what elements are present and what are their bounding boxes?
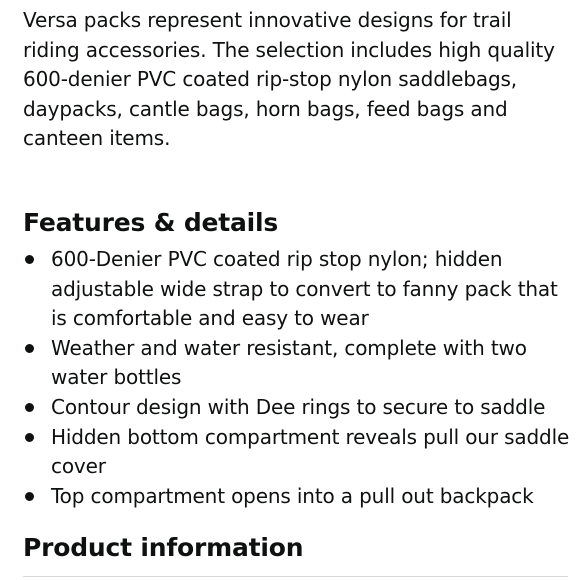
feature-text: Weather and water resistant, complete with two water bottles [51,335,527,390]
feature-text: Hidden bottom compartment reveals pull our saddle cover [51,424,570,479]
bullet-icon [25,344,34,353]
product-description: Versa packs represent innovative designs for trail riding accessories. The selection includes high quality 600-denier PVC coated rip-stop nylon saddlebags, daypacks, cantle bags, horn bags, feed bags and canteen items. [23,8,555,151]
product-information-heading: Product information [23,533,304,562]
features-list [23,245,573,511]
bullet-icon [25,433,34,442]
feature-text: Contour design with Dee rings to secure to saddle [51,394,546,419]
feature-bullet [23,393,573,423]
bullet-icon [25,403,34,412]
bullet-icon [25,492,34,501]
section-divider [23,576,568,577]
feature-bullet [23,334,573,393]
features-heading: Features & details [23,208,279,237]
feature-bullet [23,482,573,512]
feature-text: Top compartment opens into a pull out backpack [51,483,534,508]
feature-bullet [23,423,573,482]
feature-bullet [23,245,573,334]
bullet-icon [25,255,34,264]
feature-text: 600-Denier PVC coated rip stop nylon; hidden adjustable wide strap to convert to fanny pack that is comfortable and easy to wear [51,247,558,331]
